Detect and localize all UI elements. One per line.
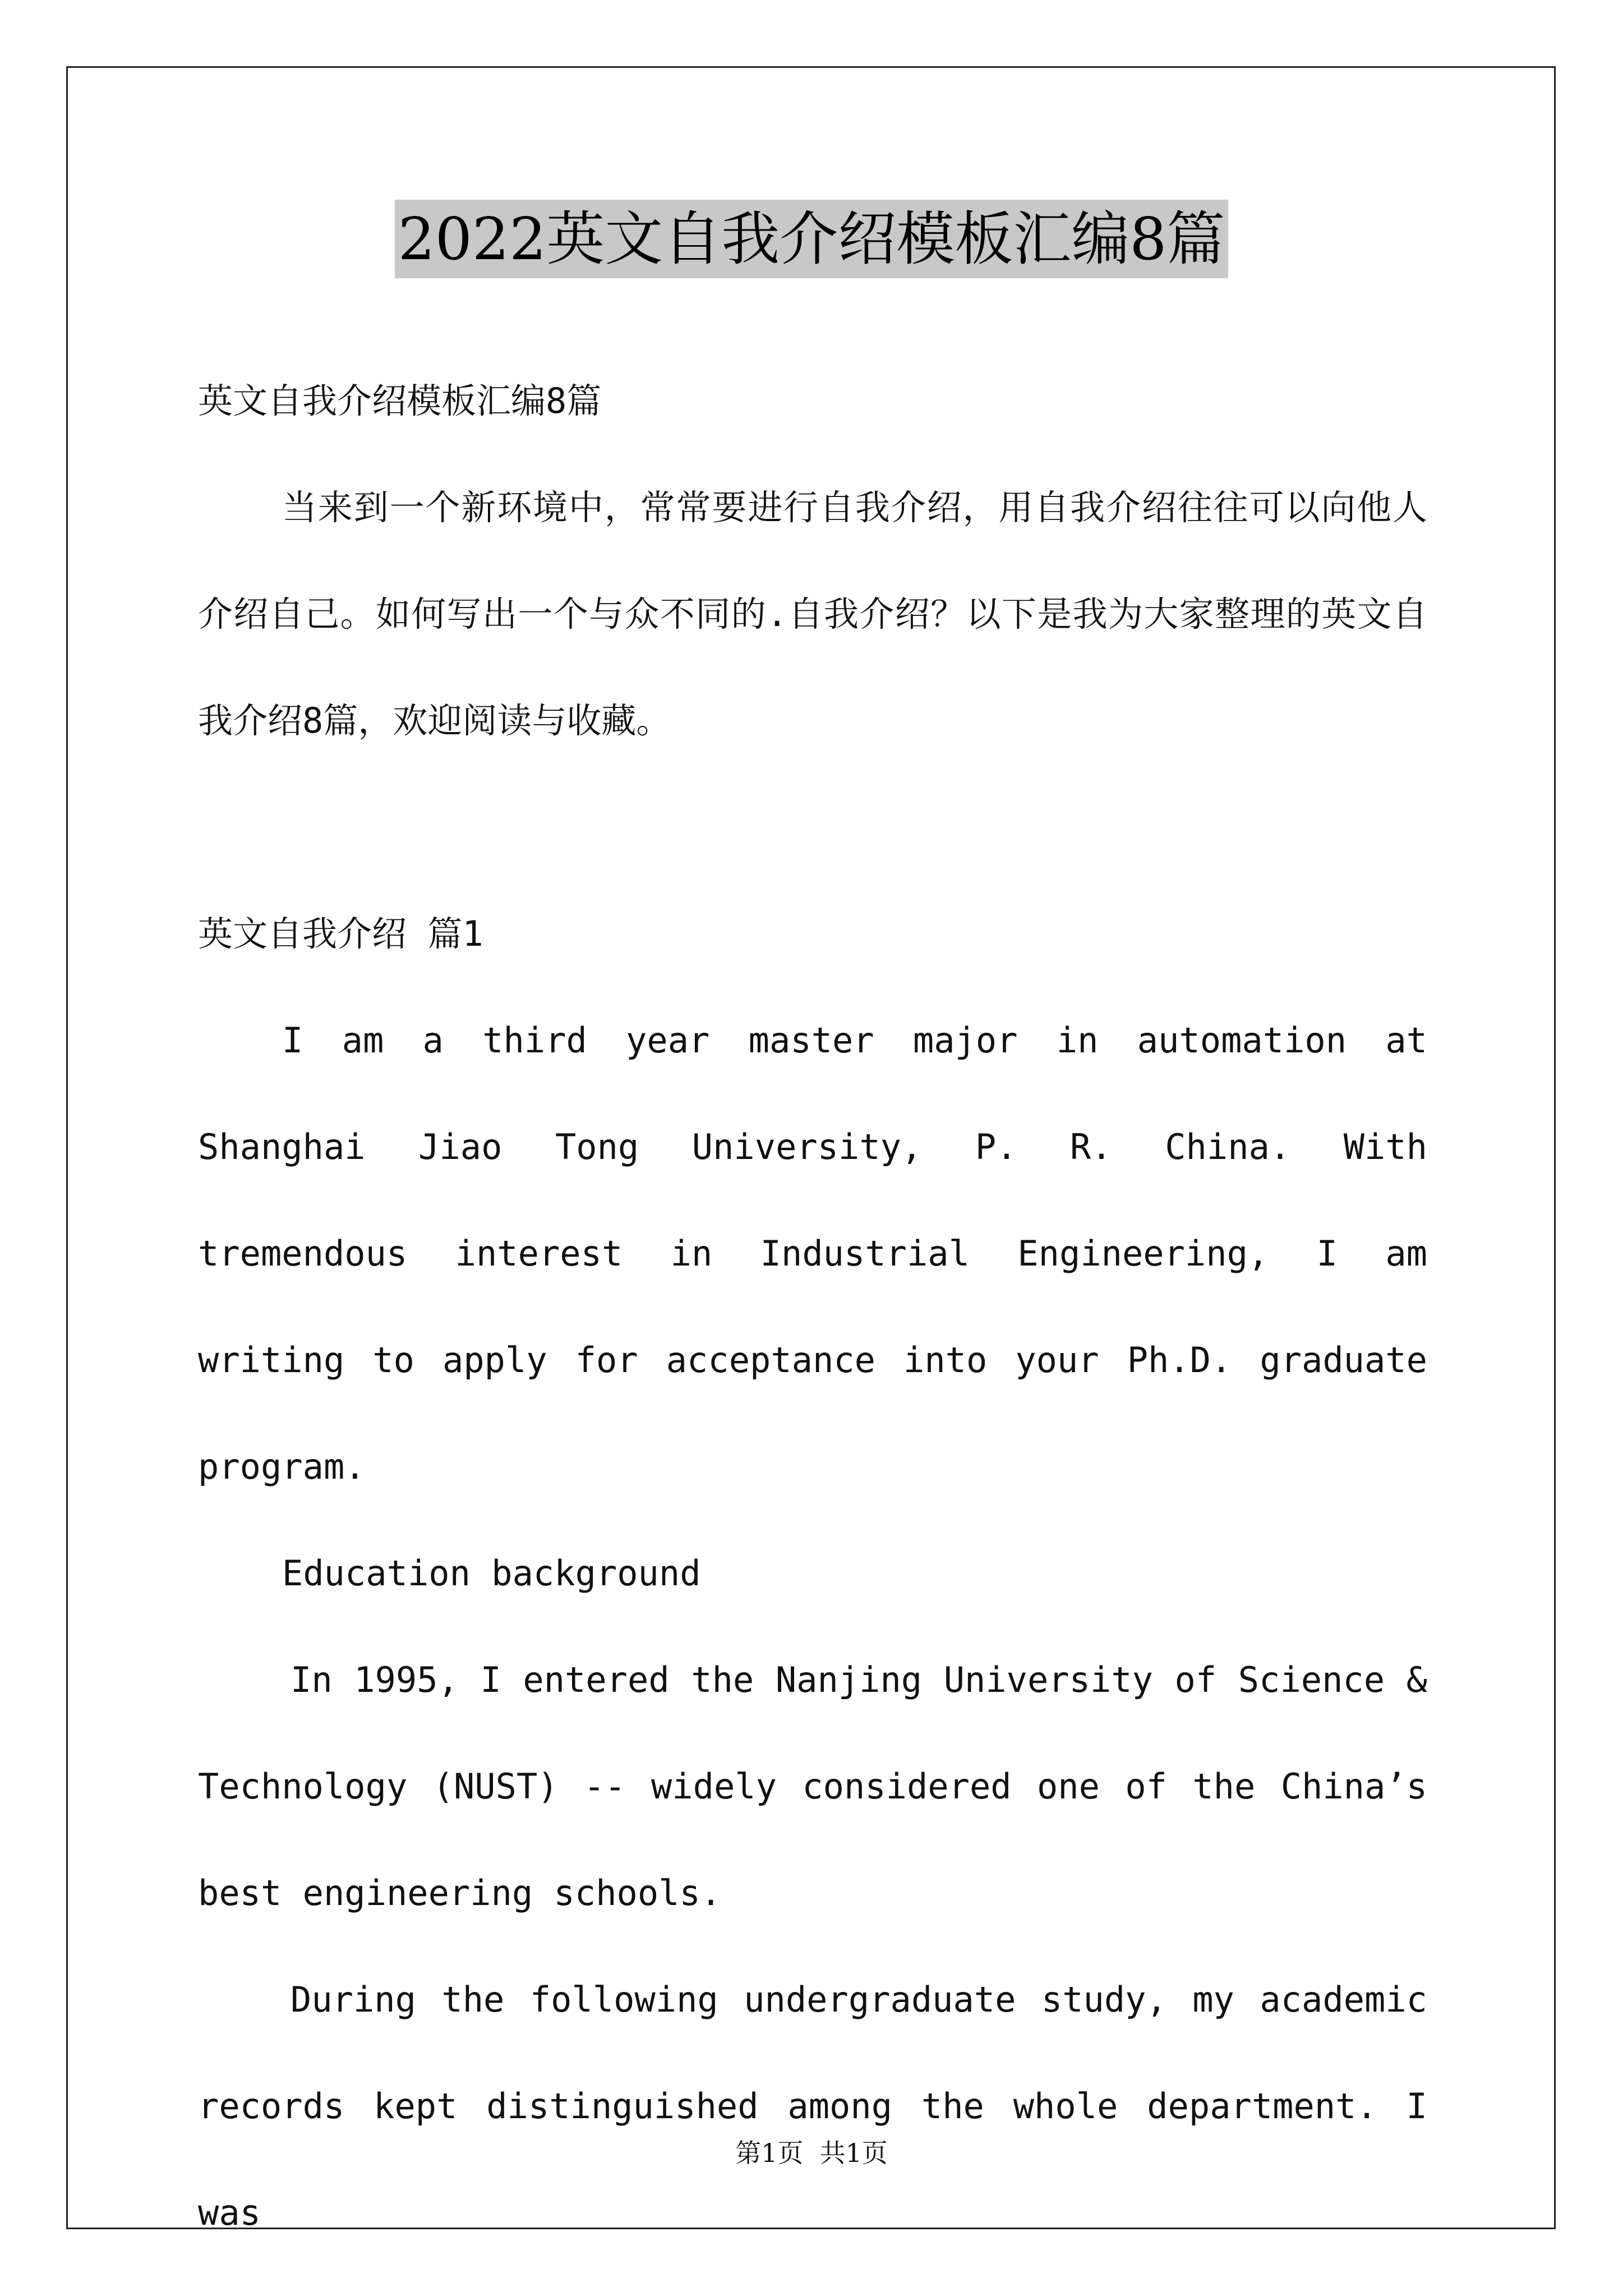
- intro-paragraph: 当来到一个新环境中，常常要进行自我介绍，用自我介绍往往可以向他人介绍自己。如何写出一个与众不同的.自我介绍？以下是我为大家整理的英文自我介绍8篇，欢迎阅读与收藏。: [198, 487, 1427, 741]
- body-paragraph-3: In 1995, I entered the Nanjing University of Science & Technology (NUST) -- widely considered one of the China’s best engineering schools.: [198, 1659, 1427, 1913]
- title-container: [0, 200, 1623, 278]
- document-title: 2022英文自我介绍模板汇编8篇: [395, 200, 1229, 278]
- document-subtitle: 英文自我介绍模板汇编8篇: [198, 380, 602, 421]
- body-paragraph-4: During the following undergraduate study, my academic records kept distinguished among the whole department. I was: [198, 1979, 1427, 2233]
- body-paragraph-1: I am a third year master major in automation at Shanghai Jiao Tong University, P. R. China. With tremendous interest in Industrial Engineering, I am writing to apply for acceptance into your Ph.D. graduate program.: [198, 1020, 1427, 1487]
- section-heading: 英文自我介绍 篇1: [198, 913, 483, 954]
- page-footer: 第1页 共1页: [735, 2138, 888, 2168]
- body-paragraph-2: Education background: [282, 1553, 701, 1594]
- document-body: [198, 348, 1427, 2266]
